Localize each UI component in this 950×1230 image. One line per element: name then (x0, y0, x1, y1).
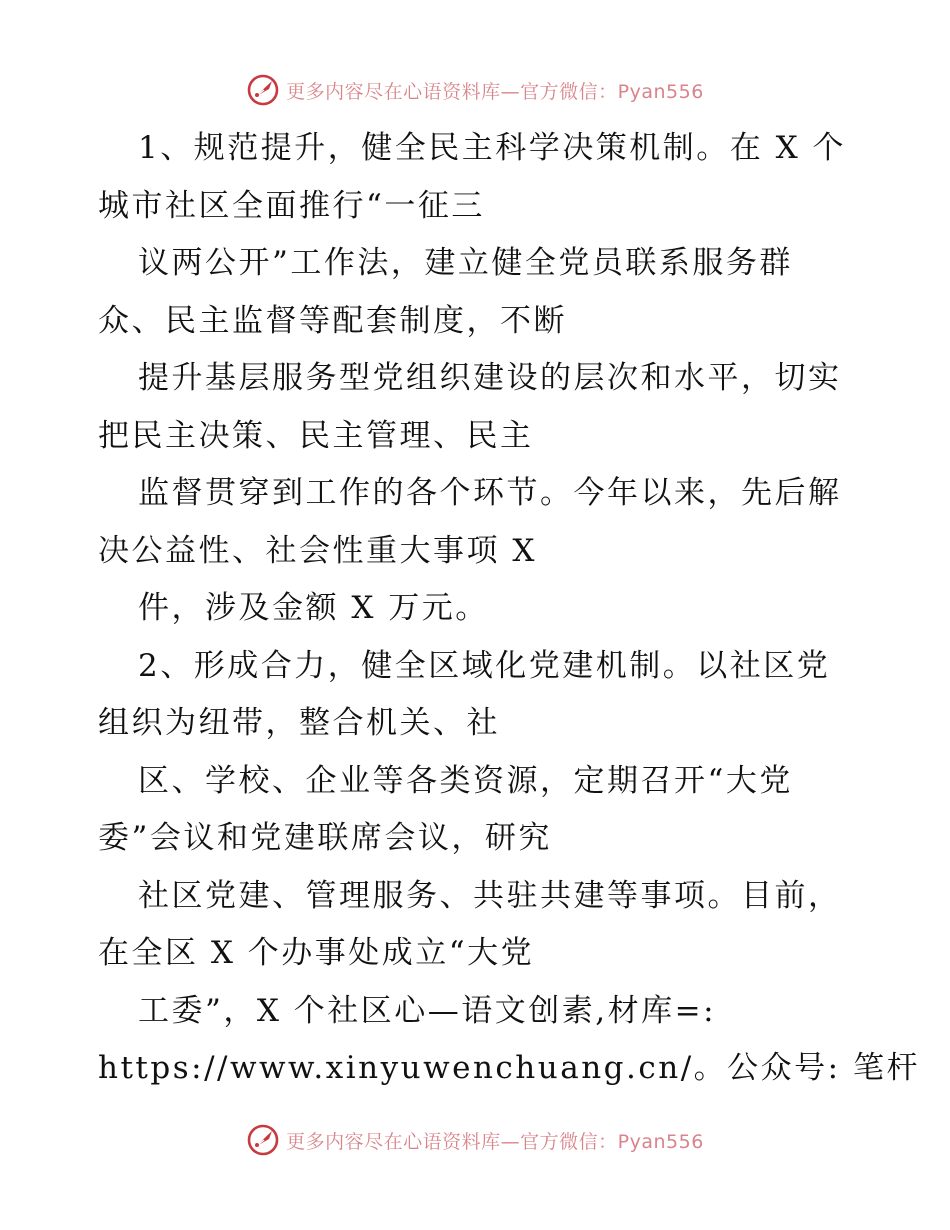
text-line: 2、形成合力，健全区域化党建机制。以社区党 (138, 647, 831, 684)
text-line: 把民主决策、民主管理、民主 (98, 417, 534, 454)
text-line: 提升基层服务型党组织建设的层次和水平，切实 (138, 360, 842, 396)
quill-seal-logo-icon (246, 1123, 280, 1157)
watermark-footer (0, 1120, 950, 1160)
text-line: 城市社区全面推行“一征三 (98, 187, 485, 224)
quill-seal-logo-icon (246, 73, 280, 107)
document-body (98, 120, 920, 1098)
text-line: 议两公开”工作法，建立健全党员联系服务群 (138, 245, 793, 281)
text-line: 在全区 X 个办事处成立“大党 (98, 935, 535, 971)
watermark-text: 更多内容尽在心语资料库—官方微信：Pyan556 (286, 80, 704, 103)
text-line: 工委”，X 个社区心—语文创素,材库=: (138, 992, 717, 1029)
text-line: 决公益性、社会性重大事项 X (98, 532, 537, 569)
text-line: 1、规范提升，健全民主科学决策机制。在 X 个 (138, 130, 846, 166)
text-line: 社区党建、管理服务、共驻共建等事项。目前， (138, 877, 842, 914)
watermark-header (0, 70, 950, 110)
text-line: 组织为纽带，整合机关、社 (98, 705, 500, 741)
text-line: 众、民主监督等配套制度，不断 (98, 302, 567, 339)
text-line: 监督贯穿到工作的各个环节。今年以来，先后解 (138, 475, 842, 511)
text-line: 区、学校、企业等各类资源，定期召开“大党 (138, 762, 793, 799)
watermark-text: 更多内容尽在心语资料库—官方微信：Pyan556 (286, 1130, 704, 1153)
text-line: 委”会议和党建联席会议，研究 (98, 820, 552, 856)
text-line: https://www.xinyuwenchuang.cn/。公众号: 笔杆 (98, 1050, 920, 1086)
text-line: 件，涉及金额 X 万元。 (138, 590, 489, 626)
